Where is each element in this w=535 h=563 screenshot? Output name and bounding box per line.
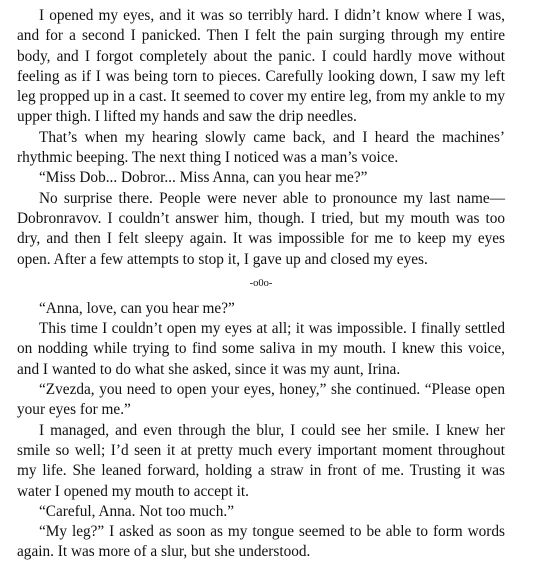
paragraph-zvezda: “Zvezda, you need to open your eyes, honey,” she continued. “Please open your eyes for me.” <box>17 381 505 419</box>
section-1 <box>17 6 505 270</box>
paragraph-aunt-question: “Anna, love, can you hear me?” <box>39 299 235 317</box>
scene-break: -o0o- <box>249 277 273 289</box>
book-page <box>17 6 505 563</box>
paragraph-smile: I managed, and even through the blur, I could see her smile. I knew her smile so well; I’d seen it at pretty much every important moment throughout my life. She leaned forward, holding a straw in front of me. Trusting it was water I opened my mouth to accept it. <box>17 421 505 500</box>
paragraph-my-leg: “My leg?” I asked as soon as my tongue seemed to be able to form words again. It was more of a slur, but she understood. <box>17 523 505 561</box>
paragraph-waking-up: I opened my eyes, and it was so terribly hard. I didn’t know where I was, and for a second I panicked. Then I felt the pain surging through my entire body, and I forgot completely about the panic. I could hardly move without feeling as if I was being torn to pieces. Carefully looking down, I saw my left leg propped up in a cast. It seemed to cover my entire leg, from my ankle to my upper thigh. I lifted my hands and saw the drip needles. <box>17 7 505 126</box>
section-2 <box>17 299 505 563</box>
paragraph-nodding: This time I couldn’t open my eyes at all; it was impossible. I finally settled on nodding while trying to find some saliva in my mouth. I knew this voice, and I wanted to do what she asked, since it was my aunt, Irina. <box>17 320 505 378</box>
paragraph-last-name: No surprise there. People were never able to pronounce my last name—Dobronravov. I couldn’t answer him, though. I tried, but my mouth was too dry, and then I felt sleepy again. It was impossible for me to keep my eyes open. After a few attempts to stop it, I gave up and closed my eyes. <box>17 189 505 268</box>
paragraph-careful: “Careful, Anna. Not too much.” <box>39 502 234 520</box>
paragraph-hearing-returns: That’s when my hearing slowly came back, and I heard the machines’ rhythmic beeping. The next thing I noticed was a man’s voice. <box>17 128 505 167</box>
paragraph-doctor-question: “Miss Dob... Dobror... Miss Anna, can you hear me?” <box>39 169 368 187</box>
